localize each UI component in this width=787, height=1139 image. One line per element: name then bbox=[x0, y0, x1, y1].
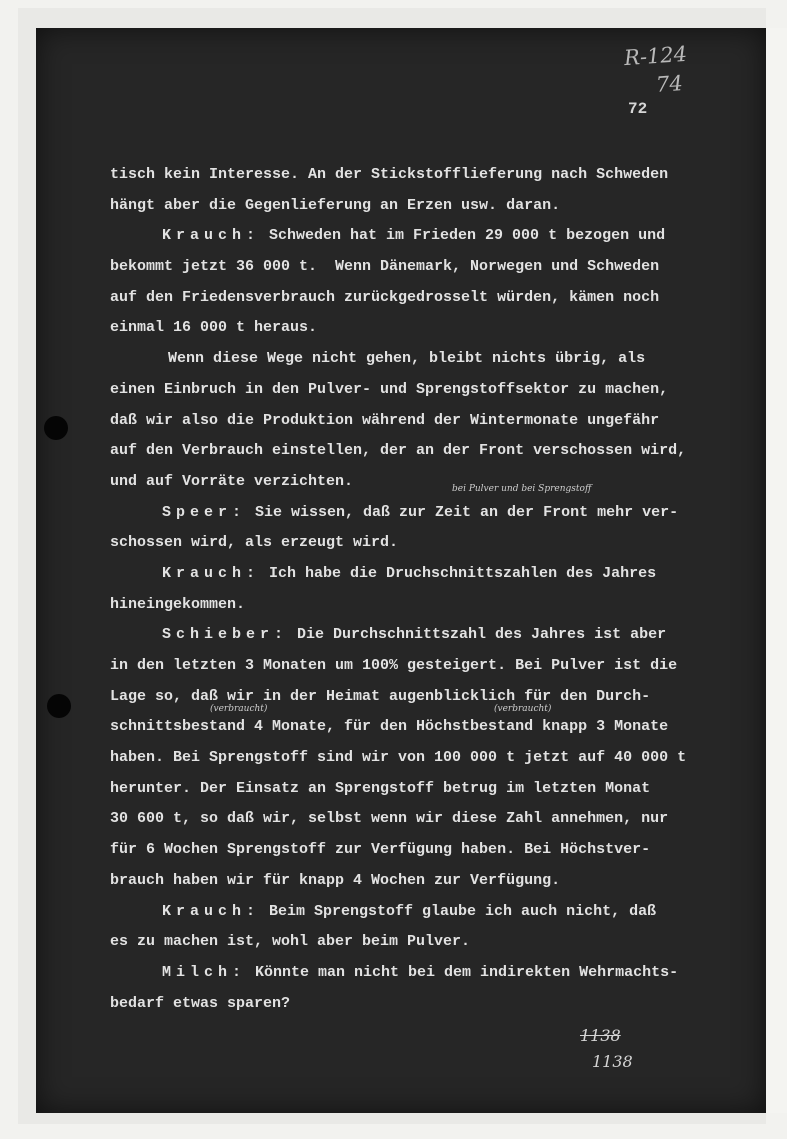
punch-hole-bottom bbox=[47, 694, 71, 718]
text-line bbox=[110, 835, 720, 866]
text-line bbox=[110, 436, 720, 467]
line-text: tisch kein Interesse. An der Stickstofflieferung nach Schweden bbox=[110, 166, 669, 183]
text-line bbox=[110, 528, 720, 559]
text-line bbox=[110, 344, 720, 375]
punch-hole-top bbox=[44, 416, 68, 440]
line-text: Wenn diese Wege nicht gehen, bleibt nichts übrig, als bbox=[168, 350, 646, 368]
speaker-name: Speer: bbox=[162, 503, 247, 521]
handwritten-note-durchschnitt: (verbraucht) bbox=[210, 704, 268, 714]
text-line bbox=[110, 559, 720, 590]
text-line bbox=[110, 651, 720, 682]
archive-reference: R-124 bbox=[623, 41, 688, 71]
speaker-name: Milch: bbox=[162, 963, 247, 981]
text-line bbox=[110, 989, 720, 1020]
transcript-body bbox=[110, 160, 720, 1019]
line-text: es zu machen ist, wohl aber beim Pulver. bbox=[110, 933, 471, 951]
text-line bbox=[110, 866, 720, 897]
line-text: herunter. Der Einsatz an Sprengstoff betrug im letzten Monat bbox=[110, 779, 651, 797]
text-line bbox=[110, 160, 720, 191]
line-text: schossen wird, als erzeugt wird. bbox=[110, 534, 399, 552]
text-line bbox=[110, 283, 720, 314]
text-line bbox=[110, 774, 720, 805]
line-text: hängt aber die Gegenlieferung an Erzen usw. daran. bbox=[110, 196, 561, 214]
line-text: auf den Verbrauch einstellen, der an der Front verschossen wird, bbox=[110, 442, 687, 460]
handwritten-page-number: 1138 bbox=[592, 1052, 633, 1071]
line-text: Schweden hat im Frieden 29 000 t bezogen und bbox=[260, 227, 666, 245]
line-text: bedarf etwas sparen? bbox=[110, 994, 291, 1012]
paper-margin bbox=[766, 28, 787, 1113]
text-line bbox=[110, 927, 720, 958]
line-text: 30 600 t, so daß wir, selbst wenn wir diese Zahl annehmen, nur bbox=[110, 810, 669, 828]
line-text: daß wir also die Produktion während der Wintermonate ungefähr bbox=[110, 411, 660, 429]
line-text: Sie wissen, daß zur Zeit an der Front mehr ver- bbox=[246, 503, 679, 521]
line-text: für 6 Wochen Sprengstoff zur Verfügung haben. Bei Höchstver- bbox=[110, 841, 651, 859]
speaker-name: Krauch: bbox=[162, 227, 261, 245]
speaker-name: Krauch: bbox=[162, 902, 261, 920]
text-line bbox=[110, 375, 720, 406]
line-text: Die Durchschnittszahl des Jahres ist aber bbox=[288, 626, 667, 644]
line-text: brauch haben wir für knapp 4 Wochen zur Verfügung. bbox=[110, 871, 561, 889]
text-line bbox=[110, 712, 720, 743]
line-text: Beim Sprengstoff glaube ich auch nicht, daß bbox=[260, 902, 657, 920]
text-line bbox=[110, 682, 720, 713]
line-text: einmal 16 000 t heraus. bbox=[110, 319, 318, 337]
line-text: schnittsbestand 4 Monate, für den Höchstbestand knapp 3 Monate bbox=[110, 718, 669, 736]
text-line bbox=[110, 897, 720, 928]
line-text: auf den Friedensverbrauch zurückgedrosselt würden, kämen noch bbox=[110, 288, 660, 306]
line-text: einen Einbruch in den Pulver- und Sprengstoffsektor zu machen, bbox=[110, 380, 669, 398]
text-line bbox=[110, 590, 720, 621]
text-line bbox=[110, 958, 720, 989]
struck-page-number: 1138 bbox=[580, 1026, 621, 1045]
text-line bbox=[110, 313, 720, 344]
speaker-name: Krauch: bbox=[162, 564, 261, 582]
text-line bbox=[110, 191, 720, 222]
page-number: 72 bbox=[628, 100, 648, 118]
line-text: in den letzten 3 Monaten um 100% gesteigert. Bei Pulver ist die bbox=[110, 657, 678, 674]
speaker-name: Schieber: bbox=[162, 626, 289, 644]
text-line bbox=[110, 498, 720, 529]
line-text: und auf Vorräte verzichten. bbox=[110, 472, 354, 490]
handwritten-insertion: bei Pulver und bei Sprengstoff bbox=[452, 484, 592, 494]
handwritten-note-hoechst: (verbraucht) bbox=[494, 704, 552, 714]
line-text: Ich habe die Druchschnittszahlen des Jahres bbox=[260, 564, 657, 582]
text-line bbox=[110, 467, 720, 498]
line-text: hineingekommen. bbox=[110, 595, 246, 613]
line-text: haben. Bei Sprengstoff sind wir von 100 000 t jetzt auf 40 000 t bbox=[110, 749, 687, 767]
line-text: Könnte man nicht bei dem indirekten Wehrmachts- bbox=[246, 963, 679, 981]
text-line bbox=[110, 743, 720, 774]
text-line bbox=[110, 252, 720, 283]
text-line bbox=[110, 406, 720, 437]
text-line bbox=[110, 620, 720, 651]
line-text: Lage so, daß wir in der Heimat augenblicklich für den Durch- bbox=[110, 687, 651, 705]
line-text: bekommt jetzt 36 000 t. Wenn Dänemark, Norwegen und Schweden bbox=[110, 258, 660, 276]
text-line bbox=[110, 804, 720, 835]
archive-reference-number: 74 bbox=[655, 71, 684, 97]
text-line bbox=[110, 221, 720, 252]
